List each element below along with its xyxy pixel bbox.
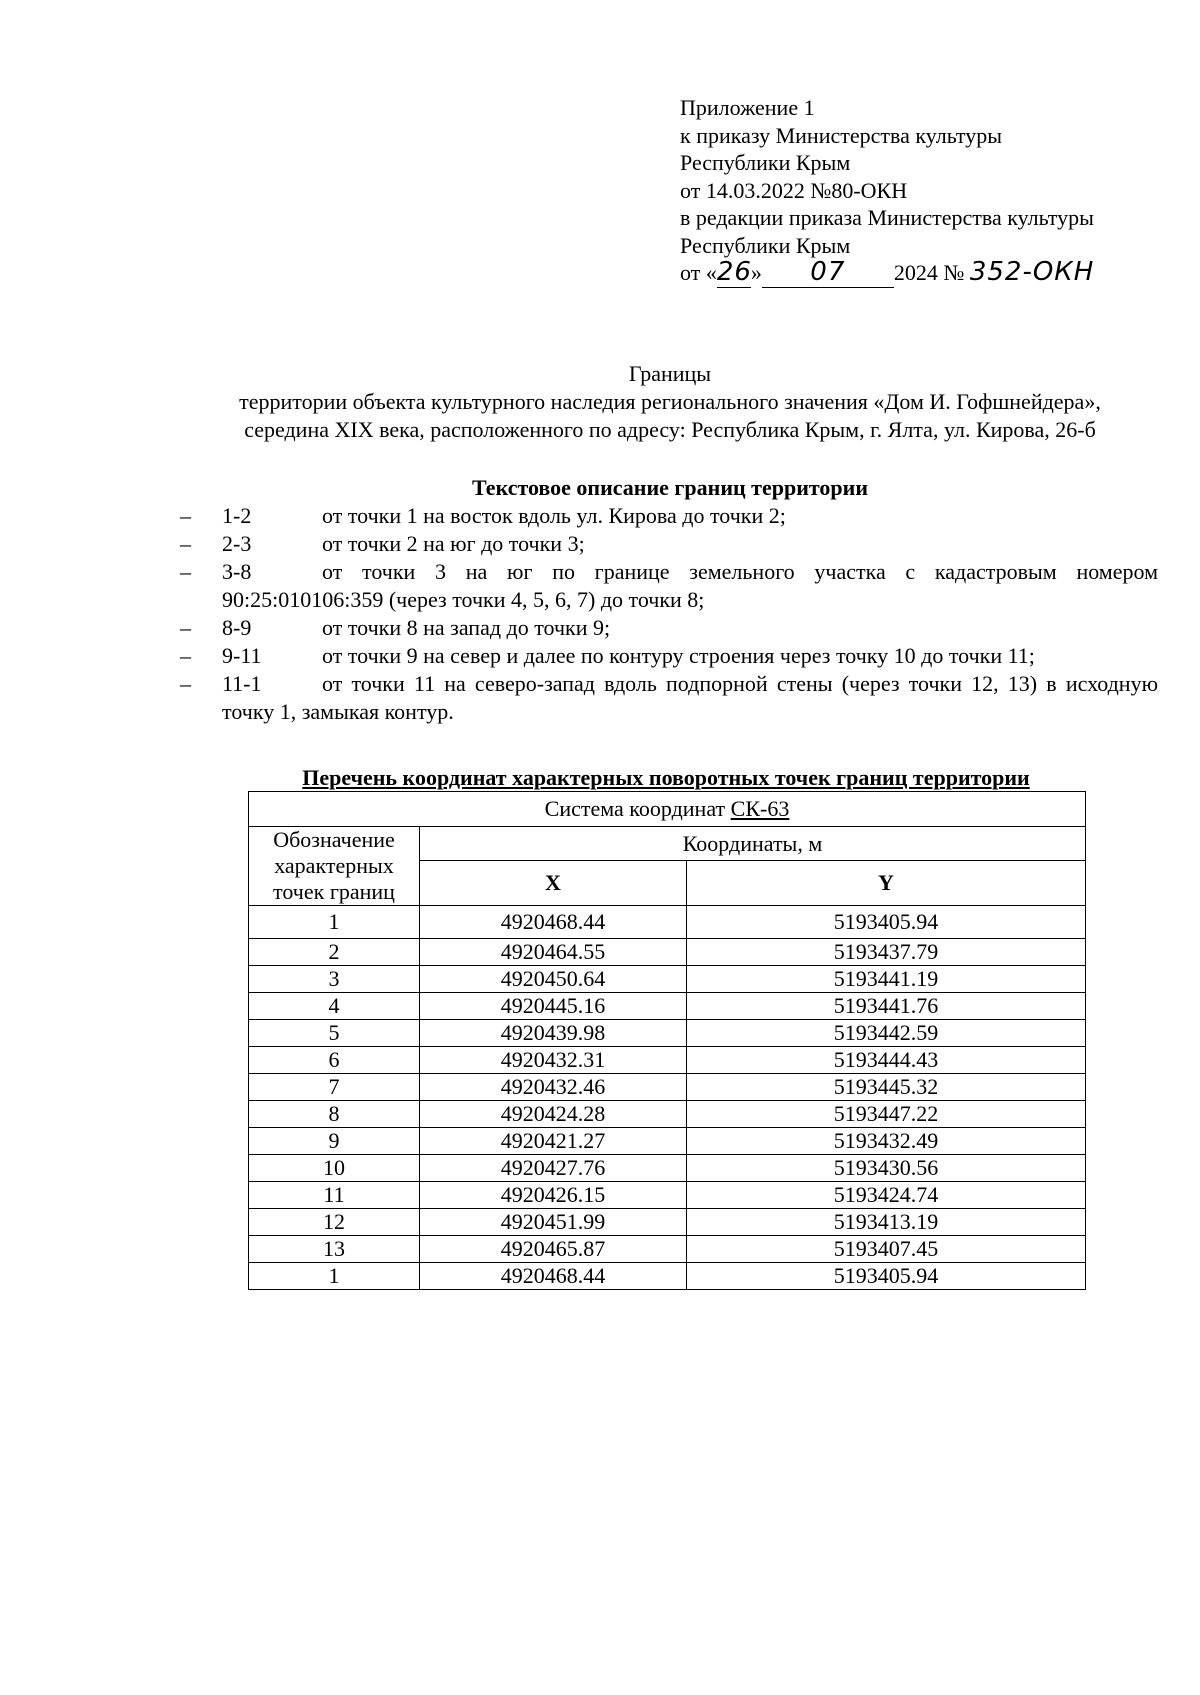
- description-item: [180, 670, 1158, 726]
- point-cell: 1: [249, 906, 420, 939]
- y-cell: 5193407.45: [687, 1236, 1086, 1263]
- list-dash: –: [180, 559, 191, 584]
- coordinate-system-name: СК-63: [730, 796, 790, 821]
- y-cell: 5193441.19: [687, 966, 1086, 993]
- point-cell: 11: [249, 1182, 420, 1209]
- description-item: [180, 614, 1158, 642]
- y-cell: 5193437.79: [687, 939, 1086, 966]
- handwritten-day: 26: [716, 257, 752, 287]
- x-cell: 4920468.44: [420, 906, 687, 939]
- table-row: [249, 1074, 1086, 1101]
- description-item: [180, 558, 1158, 614]
- table-row: [249, 939, 1086, 966]
- column-header-point: Обозначение характерных точек границ: [249, 827, 420, 906]
- header-line: Республики Крым: [680, 150, 851, 175]
- x-cell: 4920445.16: [420, 993, 687, 1020]
- y-cell: 5193405.94: [687, 906, 1086, 939]
- y-cell: 5193413.19: [687, 1209, 1086, 1236]
- table-row: [249, 1101, 1086, 1128]
- segment-code: 1-2: [222, 503, 252, 528]
- table-row: [249, 1263, 1086, 1290]
- segment-text: от точки 2 на юг до точки 3;: [322, 531, 585, 556]
- segment-code: 9-11: [222, 643, 262, 668]
- header-line: Республики Крым: [680, 232, 851, 258]
- description-list: [180, 502, 1158, 726]
- y-cell: 5193432.49: [687, 1128, 1086, 1155]
- column-header-x: X: [420, 861, 687, 906]
- list-dash: –: [180, 503, 191, 528]
- description-item: [180, 530, 1158, 558]
- x-cell: 4920424.28: [420, 1101, 687, 1128]
- x-cell: 4920464.55: [420, 939, 687, 966]
- column-header-coordinates: Координаты, м: [420, 827, 1086, 861]
- appendix-header: [680, 94, 1094, 288]
- table-row: [249, 1047, 1086, 1074]
- point-cell: 2: [249, 939, 420, 966]
- y-cell: 5193445.32: [687, 1074, 1086, 1101]
- point-cell: 1: [249, 1263, 420, 1290]
- title-heading: Границы: [628, 361, 712, 386]
- description-item: [180, 642, 1158, 670]
- header-line: от 14.03.2022 №80-ОКН: [680, 177, 908, 203]
- title-line: территории объекта культурного наследия регионального значения «Дом И. Гофшнейдера»,: [239, 389, 1101, 414]
- point-cell: 9: [249, 1128, 420, 1155]
- table-row: [249, 1182, 1086, 1209]
- point-cell: 8: [249, 1101, 420, 1128]
- point-cell: 12: [249, 1209, 420, 1236]
- x-cell: 4920465.87: [420, 1236, 687, 1263]
- table-row: [249, 993, 1086, 1020]
- handwritten-month: 07: [762, 259, 894, 288]
- description-title: Текстовое описание границ территории: [471, 475, 869, 500]
- table-row: [249, 1020, 1086, 1047]
- y-cell: 5193441.76: [687, 993, 1086, 1020]
- x-cell: 4920427.76: [420, 1155, 687, 1182]
- document-title: [180, 360, 1160, 444]
- table-row: [249, 1155, 1086, 1182]
- segment-text: от точки 11 на северо-запад вдоль подпорной стены (через точки 12, 13) в исходную точку 1, замыкая контур.: [222, 671, 1158, 724]
- x-cell: 4920450.64: [420, 966, 687, 993]
- point-cell: 10: [249, 1155, 420, 1182]
- date-mid: »: [750, 260, 762, 285]
- segment-text: от точки 9 на север и далее по контуру строения через точку 10 до точки 11;: [322, 643, 1035, 668]
- point-cell: 4: [249, 993, 420, 1020]
- point-cell: 6: [249, 1047, 420, 1074]
- date-prefix: от «: [680, 260, 717, 285]
- point-cell: 5: [249, 1020, 420, 1047]
- header-line: Приложение 1: [680, 95, 815, 120]
- segment-text: от точки 8 на запад до точки 9;: [322, 615, 611, 640]
- y-cell: 5193424.74: [687, 1182, 1086, 1209]
- x-cell: 4920468.44: [420, 1263, 687, 1290]
- segment-code: 11-1: [222, 671, 262, 696]
- point-cell: 7: [249, 1074, 420, 1101]
- list-dash: –: [180, 531, 191, 556]
- table-row: [249, 906, 1086, 939]
- x-cell: 4920432.31: [420, 1047, 687, 1074]
- coordinates-table: [248, 791, 1086, 1290]
- table-row: [249, 966, 1086, 993]
- handwritten-order-number: 352-ОКН: [969, 257, 1095, 287]
- x-cell: 4920432.46: [420, 1074, 687, 1101]
- list-dash: –: [180, 615, 191, 640]
- header-line: к приказу Министерства культуры: [680, 122, 1003, 148]
- segment-text: от точки 1 на восток вдоль ул. Кирова до точки 2;: [322, 503, 786, 528]
- list-dash: –: [180, 643, 191, 668]
- coordinate-system: Система координат СК-63: [249, 792, 1086, 827]
- table-row: [249, 1236, 1086, 1263]
- description-item: [180, 502, 1158, 530]
- title-line: середина XIX века, расположенного по адресу: Республика Крым, г. Ялта, ул. Кирова, 26-б: [244, 417, 1096, 442]
- header-line: в редакции приказа Министерства культуры: [680, 205, 1094, 230]
- table-title: Перечень координат характерных поворотных точек границ территории: [302, 765, 1030, 790]
- segment-text: от точки 3 на юг по границе земельного участка с кадастровым номером 90:25:010106:359 (через точки 4, 5, 6, 7) до точки 8;: [222, 559, 1158, 612]
- x-cell: 4920451.99: [420, 1209, 687, 1236]
- table-row: [249, 1128, 1086, 1155]
- y-cell: 5193447.22: [687, 1101, 1086, 1128]
- column-header-y: Y: [687, 861, 1086, 906]
- point-cell: 13: [249, 1236, 420, 1263]
- x-cell: 4920421.27: [420, 1128, 687, 1155]
- segment-code: 2-3: [222, 531, 252, 556]
- y-cell: 5193405.94: [687, 1263, 1086, 1290]
- y-cell: 5193442.59: [687, 1020, 1086, 1047]
- header-date-line: [680, 259, 1094, 288]
- x-cell: 4920439.98: [420, 1020, 687, 1047]
- table-row: [249, 1209, 1086, 1236]
- point-cell: 3: [249, 966, 420, 993]
- segment-code: 8-9: [222, 615, 252, 640]
- y-cell: 5193430.56: [687, 1155, 1086, 1182]
- date-year: 2024 №: [893, 260, 965, 285]
- list-dash: –: [180, 671, 191, 696]
- segment-code: 3-8: [222, 559, 252, 584]
- y-cell: 5193444.43: [687, 1047, 1086, 1074]
- x-cell: 4920426.15: [420, 1182, 687, 1209]
